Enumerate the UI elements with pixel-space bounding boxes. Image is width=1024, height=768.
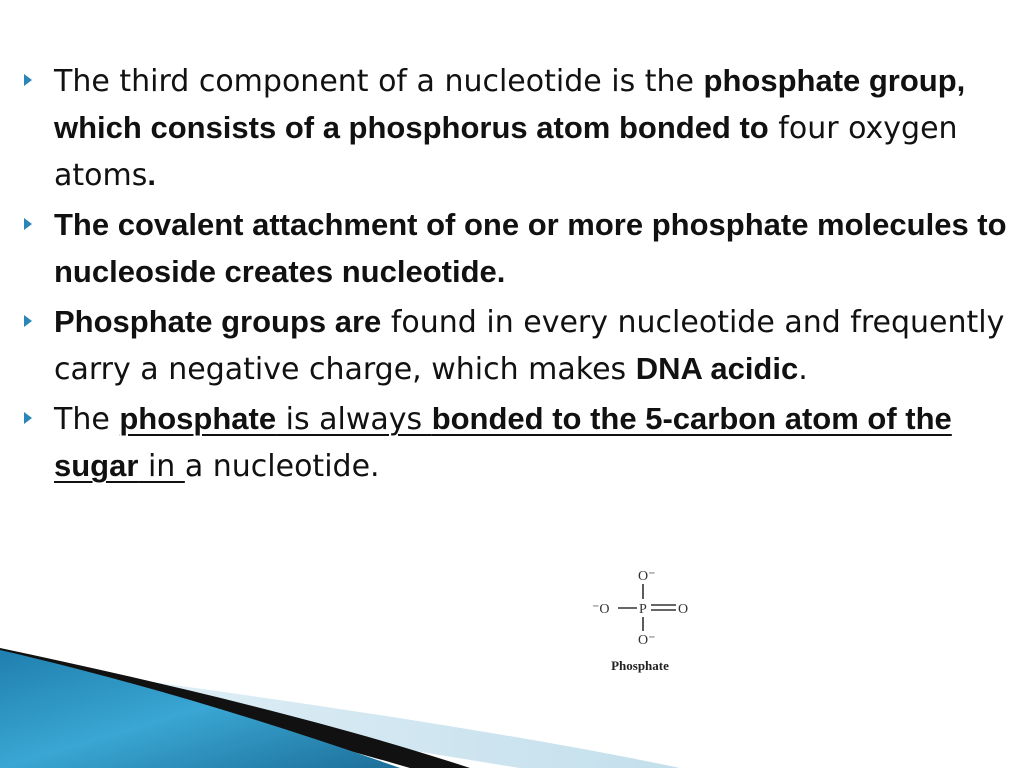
bullet-text-segment: phosphate	[119, 401, 277, 436]
bullet-text-segment: The third component of a nucleotide is the	[54, 64, 704, 99]
phosphorus-label: P	[639, 602, 647, 617]
phosphate-structure-diagram	[588, 562, 700, 658]
bullet-text-segment: four oxygen atoms	[54, 111, 958, 193]
figure-caption: Phosphate	[611, 658, 669, 673]
triangle-bullet-icon	[24, 412, 32, 424]
bullet-text-segment: is always	[276, 402, 432, 437]
bullet-text-segment: .	[147, 157, 156, 192]
bullet-text	[54, 208, 1007, 290]
bottom-oxygen-label: O⁻	[638, 633, 656, 648]
top-oxygen-label: O⁻	[638, 569, 656, 584]
bullet-text-segment: Phosphate groups are	[54, 304, 382, 339]
bullet-text-segment: in	[138, 449, 185, 484]
bullet-text	[54, 402, 952, 484]
triangle-bullet-icon	[24, 74, 32, 86]
bullet-item	[22, 202, 1012, 296]
bullet-list	[22, 58, 1012, 493]
bullet-text-segment: found in every nucleotide and frequently carry a negative charge, which makes	[54, 305, 1005, 387]
triangle-bullet-icon	[24, 218, 32, 230]
bullet-text-segment: DNA acidic	[635, 351, 799, 386]
bullet-text-segment: a nucleotide.	[184, 449, 380, 484]
bullet-text-segment: phosphate group, which consists of a phosphorus atom bonded to	[54, 63, 966, 145]
bullet-text-segment: The covalent attachment of one or more phosphate molecules to nucleoside creates nucleotide.	[54, 207, 1007, 289]
bullet-text-segment: The	[54, 402, 120, 437]
bullet-item	[22, 299, 1012, 393]
bullet-item	[22, 396, 1012, 490]
triangle-bullet-icon	[24, 315, 32, 327]
bullet-item	[22, 58, 1012, 199]
bullet-text-segment: .	[798, 352, 808, 387]
bullet-text	[54, 305, 1004, 387]
left-oxygen-label: ⁻O	[592, 602, 610, 617]
phosphate-structure-figure	[588, 562, 700, 682]
right-oxygen-label: O	[678, 602, 689, 617]
bullet-text	[54, 64, 965, 193]
bullet-text-segment: bonded to the 5-carbon atom of the sugar	[54, 401, 952, 483]
